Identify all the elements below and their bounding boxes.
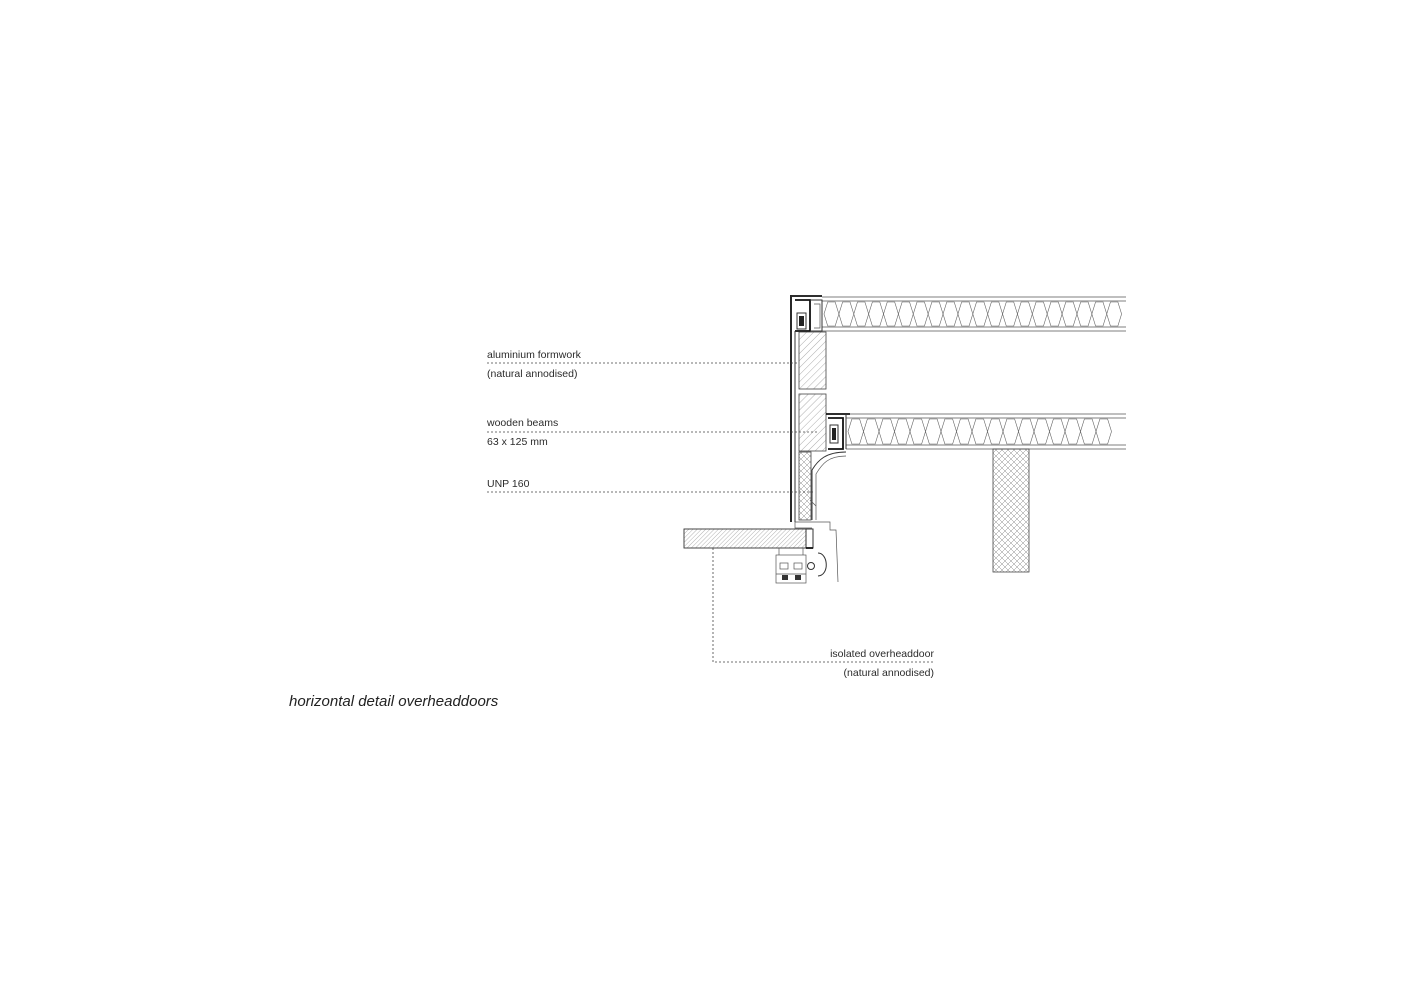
insulation-cell xyxy=(972,419,988,444)
insulation-cell xyxy=(988,419,1004,444)
insulation-cell xyxy=(1081,419,1097,444)
insulation-cell xyxy=(928,302,943,326)
insulation-cell xyxy=(898,302,913,326)
label-overheaddoor-finish: (natural annodised) xyxy=(843,667,934,679)
label-aluminium-formwork-finish: (natural annodised) xyxy=(487,368,578,380)
insulation-cell xyxy=(1062,302,1077,326)
aluminium-formwork xyxy=(791,295,795,522)
insulation-cell xyxy=(1107,302,1122,326)
insulation-cell xyxy=(941,419,957,444)
insulation-cell xyxy=(957,419,973,444)
insulation-cell xyxy=(943,302,958,326)
insulation-cell xyxy=(895,419,911,444)
insulation-cell xyxy=(1019,419,1035,444)
insulation-cell xyxy=(824,302,839,326)
insulation-cell xyxy=(1092,302,1107,326)
insulation-cell xyxy=(1017,302,1032,326)
label-wooden-beams-size: 63 x 125 mm xyxy=(487,436,548,448)
insulation-cell xyxy=(839,302,854,326)
insulation-cell xyxy=(1003,302,1018,326)
lower-insulation-hexagons xyxy=(848,419,1112,444)
label-overheaddoor: isolated overheaddoor xyxy=(830,648,934,660)
insulation-cell xyxy=(1050,419,1066,444)
insulation-cell xyxy=(1077,302,1092,326)
insulation-cell xyxy=(910,419,926,444)
insulation-cell xyxy=(1032,302,1047,326)
label-unp-160: UNP 160 xyxy=(487,478,530,490)
insulation-cell xyxy=(848,419,864,444)
insulation-cell xyxy=(1047,302,1062,326)
lower-roof-panel xyxy=(846,414,1126,449)
insulation-cell xyxy=(1096,419,1112,444)
overheaddoor-assembly xyxy=(684,522,838,583)
label-wooden-beams: wooden beams xyxy=(487,417,559,429)
insulation-cell xyxy=(958,302,973,326)
insulation-cell xyxy=(973,302,988,326)
unp-160-channel xyxy=(810,452,846,520)
upper-aluminium-profile xyxy=(792,296,822,331)
insulation-cell xyxy=(1065,419,1081,444)
insulation-cell xyxy=(854,302,869,326)
leader-lines xyxy=(487,363,934,662)
insulation-cell xyxy=(884,302,899,326)
label-aluminium-formwork: aluminium formwork xyxy=(487,349,581,361)
insulation-cell xyxy=(879,419,895,444)
lower-aluminium-profile xyxy=(826,414,850,449)
wooden-column xyxy=(993,449,1029,572)
insulation-cell xyxy=(913,302,928,326)
upper-roof-panel xyxy=(822,297,1126,331)
insulation-cell xyxy=(864,419,880,444)
upper-insulation-hexagons xyxy=(824,302,1122,326)
insulation-cell xyxy=(988,302,1003,326)
insulation-cell xyxy=(926,419,942,444)
insulation-cell xyxy=(1003,419,1019,444)
insulation-cell xyxy=(1034,419,1050,444)
insulation-cell xyxy=(869,302,884,326)
drawing-caption: horizontal detail overheaddoors xyxy=(289,693,499,710)
